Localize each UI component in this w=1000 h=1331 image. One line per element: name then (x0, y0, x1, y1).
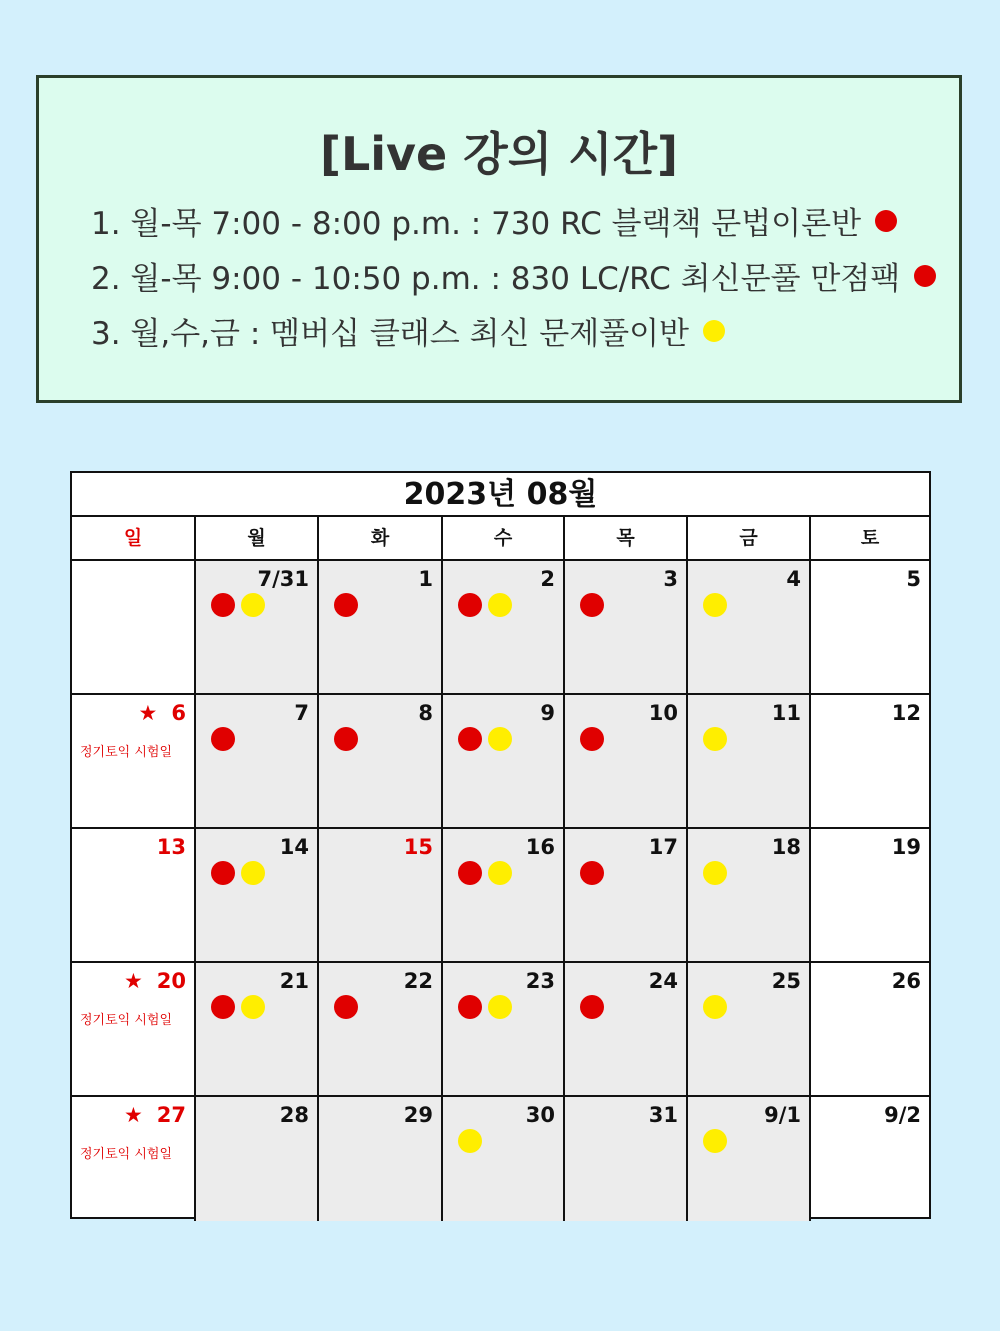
week-row (72, 963, 929, 1097)
day-number-text: 3 (663, 567, 678, 591)
day-number (257, 567, 309, 591)
red-dot-icon (458, 861, 482, 885)
day-cell[interactable] (319, 963, 443, 1095)
day-number-text: 8 (418, 701, 433, 725)
day-number (649, 701, 678, 725)
day-cell[interactable] (565, 561, 688, 693)
weekday-label: 월 (196, 517, 319, 559)
exam-day-note: 정기토익 시험일 (80, 1013, 173, 1028)
day-number-text: 18 (771, 835, 801, 859)
lecture-dots (211, 593, 265, 617)
weekday-header-row (72, 517, 929, 561)
day-cell[interactable] (565, 1097, 688, 1221)
day-cell[interactable] (811, 561, 929, 693)
red-dot-icon (580, 727, 604, 751)
day-cell[interactable] (688, 561, 811, 693)
yellow-dot-icon (458, 1129, 482, 1153)
day-cell[interactable] (196, 695, 319, 827)
day-number (892, 701, 921, 725)
day-number-text: 2 (540, 567, 555, 591)
day-number-text: 26 (891, 969, 921, 993)
day-number (280, 835, 309, 859)
day-number (892, 835, 921, 859)
day-cell[interactable] (565, 829, 688, 961)
weekday-label: 목 (565, 517, 688, 559)
red-dot-icon (875, 210, 897, 232)
day-cell[interactable] (72, 695, 196, 827)
day-number (418, 701, 433, 725)
day-number (124, 1103, 186, 1127)
day-number-text: 7/31 (257, 567, 309, 591)
yellow-dot-icon (703, 593, 727, 617)
red-dot-icon (580, 861, 604, 885)
yellow-dot-icon (488, 995, 512, 1019)
day-cell[interactable] (688, 1097, 811, 1221)
yellow-dot-icon (488, 861, 512, 885)
day-number-text: 15 (403, 835, 433, 859)
schedule-item-text: 2. 월-목 9:00 - 10:50 p.m. : 830 LC/RC 최신문풀 만점팩 (91, 261, 901, 297)
schedule-item-text: 3. 월,수,금 : 멤버십 클래스 최신 문제풀이반 (91, 316, 689, 352)
red-dot-icon (914, 265, 936, 287)
schedule-item-1 (91, 198, 897, 243)
day-cell[interactable] (443, 695, 565, 827)
red-dot-icon (458, 995, 482, 1019)
day-cell[interactable] (688, 829, 811, 961)
day-number-text: 22 (403, 969, 433, 993)
day-number-text: 7 (294, 701, 309, 725)
day-cell[interactable] (72, 963, 196, 1095)
day-number (526, 969, 555, 993)
calendar-weeks (72, 561, 929, 1221)
day-number-text: 10 (648, 701, 678, 725)
red-dot-icon (211, 995, 235, 1019)
day-number-text: 29 (403, 1103, 433, 1127)
day-cell[interactable] (196, 1097, 319, 1221)
day-number (157, 835, 186, 859)
lecture-dots (580, 593, 604, 617)
day-number (418, 567, 433, 591)
day-number-text: 11 (771, 701, 801, 725)
lecture-dots (580, 995, 604, 1019)
day-number-text: 4 (786, 567, 801, 591)
day-number-text: 14 (279, 835, 309, 859)
lecture-dots (211, 861, 265, 885)
yellow-dot-icon (703, 861, 727, 885)
lecture-dots (580, 727, 604, 751)
lecture-dots (458, 593, 512, 617)
week-row (72, 561, 929, 695)
day-number (884, 1103, 921, 1127)
red-dot-icon (580, 995, 604, 1019)
day-number (772, 835, 801, 859)
day-number (663, 567, 678, 591)
day-number (764, 1103, 801, 1127)
day-cell[interactable] (811, 1097, 929, 1221)
exam-day-note: 정기토익 시험일 (80, 1147, 173, 1162)
star-icon: ★ (138, 701, 158, 725)
day-number-text: 9/2 (884, 1103, 921, 1127)
day-number-text: 12 (891, 701, 921, 725)
schedule-item-3 (91, 308, 725, 353)
day-number (540, 701, 555, 725)
day-number (139, 701, 186, 725)
day-cell[interactable] (72, 1097, 196, 1221)
lecture-dots (211, 727, 235, 751)
schedule-title: [Live 강의 시간] (319, 127, 679, 181)
day-number (772, 701, 801, 725)
yellow-dot-icon (241, 861, 265, 885)
lecture-dots (458, 1129, 482, 1153)
lecture-dots (458, 995, 512, 1019)
day-number-text: 30 (525, 1103, 555, 1127)
day-number (649, 835, 678, 859)
red-dot-icon (580, 593, 604, 617)
calendar (70, 471, 931, 1219)
day-cell[interactable] (319, 829, 443, 961)
exam-day-note: 정기토익 시험일 (80, 745, 173, 760)
lecture-dots (703, 593, 727, 617)
red-dot-icon (211, 593, 235, 617)
lecture-dots (458, 727, 512, 751)
red-dot-icon (458, 593, 482, 617)
day-cell[interactable] (196, 963, 319, 1095)
star-icon: ★ (123, 1103, 143, 1127)
day-cell[interactable] (319, 695, 443, 827)
calendar-title: 2023년 08월 (72, 473, 929, 517)
schedule-item-text: 1. 월-목 7:00 - 8:00 p.m. : 730 RC 블랙책 문법이론반 (91, 206, 862, 242)
yellow-dot-icon (703, 1129, 727, 1153)
week-row (72, 695, 929, 829)
lecture-dots (703, 727, 727, 751)
day-cell[interactable] (688, 695, 811, 827)
star-icon: ★ (123, 969, 143, 993)
yellow-dot-icon (703, 995, 727, 1019)
day-number (906, 567, 921, 591)
day-number (526, 1103, 555, 1127)
day-cell[interactable] (443, 1097, 565, 1221)
live-schedule-box (36, 75, 962, 403)
lecture-dots (703, 861, 727, 885)
lecture-dots (334, 995, 358, 1019)
day-number-text: 13 (156, 835, 186, 859)
lecture-dots (703, 995, 727, 1019)
day-number-text: 23 (525, 969, 555, 993)
yellow-dot-icon (488, 727, 512, 751)
day-number-text: 28 (279, 1103, 309, 1127)
day-cell[interactable] (565, 963, 688, 1095)
red-dot-icon (458, 727, 482, 751)
day-number-text: 6 (171, 701, 186, 725)
lecture-dots (334, 727, 358, 751)
day-cell[interactable] (443, 963, 565, 1095)
day-number (526, 835, 555, 859)
yellow-dot-icon (241, 995, 265, 1019)
day-cell[interactable] (565, 695, 688, 827)
day-number (772, 969, 801, 993)
day-number (649, 969, 678, 993)
day-number-text: 17 (648, 835, 678, 859)
day-number-text: 16 (525, 835, 555, 859)
day-number-text: 1 (418, 567, 433, 591)
red-dot-icon (334, 593, 358, 617)
day-number (540, 567, 555, 591)
lecture-dots (703, 1129, 727, 1153)
day-cell[interactable] (319, 561, 443, 693)
day-number (280, 969, 309, 993)
day-number (124, 969, 186, 993)
day-number (786, 567, 801, 591)
day-number (404, 969, 433, 993)
schedule-item-2 (91, 253, 936, 298)
day-number-text: 19 (891, 835, 921, 859)
day-cell[interactable] (72, 829, 196, 961)
day-number (294, 701, 309, 725)
day-number-text: 9/1 (764, 1103, 801, 1127)
day-number (649, 1103, 678, 1127)
day-cell[interactable] (811, 963, 929, 1095)
red-dot-icon (211, 727, 235, 751)
weekday-label: 수 (443, 517, 565, 559)
day-cell[interactable] (811, 695, 929, 827)
yellow-dot-icon (703, 727, 727, 751)
day-number-text: 27 (156, 1103, 186, 1127)
weekday-label: 토 (860, 527, 880, 549)
lecture-dots (580, 861, 604, 885)
day-number-text: 9 (540, 701, 555, 725)
lecture-dots (458, 861, 512, 885)
day-number-text: 24 (648, 969, 678, 993)
day-cell[interactable] (688, 963, 811, 1095)
day-number (404, 1103, 433, 1127)
day-number-text: 5 (906, 567, 921, 591)
yellow-dot-icon (703, 320, 725, 342)
weekday-label: 화 (319, 517, 443, 559)
red-dot-icon (334, 995, 358, 1019)
day-cell[interactable] (196, 561, 319, 693)
day-number-text: 25 (771, 969, 801, 993)
lecture-dots (334, 593, 358, 617)
weekday-label: 금 (688, 517, 811, 559)
day-number-text: 21 (279, 969, 309, 993)
yellow-dot-icon (241, 593, 265, 617)
week-row (72, 1097, 929, 1221)
day-number (892, 969, 921, 993)
red-dot-icon (334, 727, 358, 751)
day-cell[interactable] (811, 829, 929, 961)
day-number (280, 1103, 309, 1127)
red-dot-icon (211, 861, 235, 885)
day-cell[interactable] (443, 829, 565, 961)
weekday-label: 일 (72, 517, 196, 559)
day-cell[interactable] (443, 561, 565, 693)
day-cell[interactable] (196, 829, 319, 961)
day-number-text: 20 (156, 969, 186, 993)
yellow-dot-icon (488, 593, 512, 617)
day-number-text: 31 (648, 1103, 678, 1127)
week-row (72, 829, 929, 963)
lecture-dots (211, 995, 265, 1019)
day-cell[interactable] (319, 1097, 443, 1221)
day-cell[interactable] (72, 561, 196, 693)
day-number (404, 835, 433, 859)
